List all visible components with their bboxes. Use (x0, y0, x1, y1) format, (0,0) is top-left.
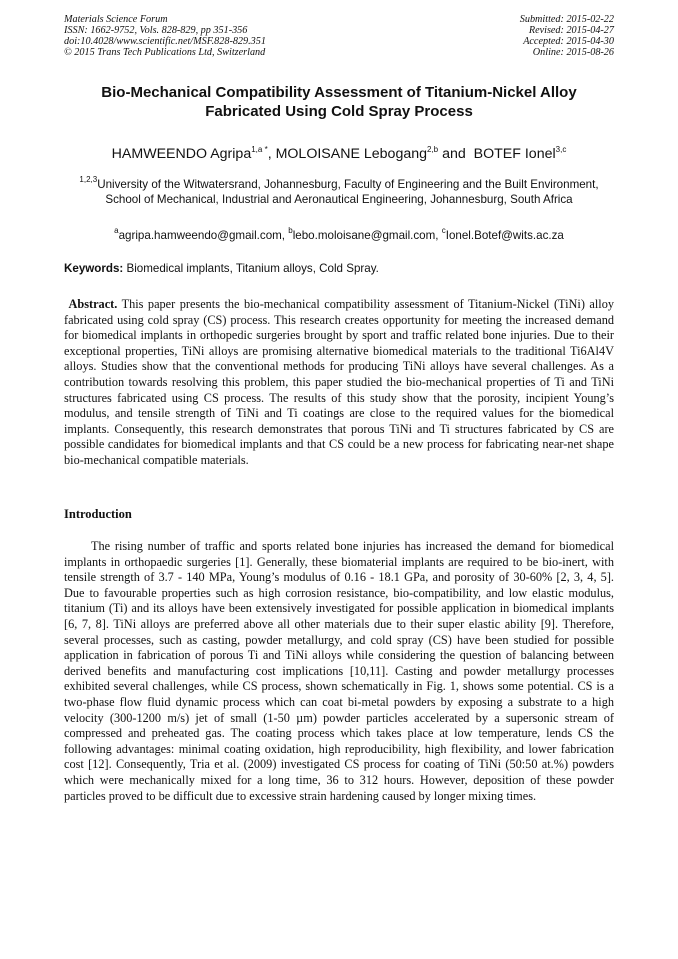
email-link[interactable]: Ionel.Botef@wits.ac.za (445, 229, 564, 242)
affiliation-text: University of the Witwatersrand, Johannesburg, Faculty of Engineering and the Built Environment, School of Mechanical, Industrial and Aeronautical Engineering, Johannesburg, South Africa (97, 178, 599, 206)
online-date: Online: 2015-08-26 (532, 47, 614, 58)
keywords-text: Biomedical implants, Titanium alloys, Cold Spray. (123, 262, 379, 275)
journal-issn: ISSN: 1662-9752, Vols. 828-829, pp 351-356 (64, 25, 248, 36)
revised-date: Revised: 2015-04-27 (528, 25, 614, 36)
affiliation (70, 177, 608, 207)
author-list (40, 145, 638, 163)
email-link[interactable]: agripa.hamweendo@gmail.com, (118, 229, 289, 242)
email-mark: c (441, 226, 446, 235)
email-link[interactable]: lebo.moloisane@gmail.com, (292, 229, 442, 242)
accepted-date: Accepted: 2015-04-30 (523, 36, 614, 47)
title-line-1: Bio-Mechanical Compatibility Assessment of Titanium-Nickel Alloy (101, 84, 577, 101)
submitted-date: Submitted: 2015-02-22 (519, 14, 614, 25)
author-separator: , (267, 146, 276, 162)
keywords (64, 262, 379, 276)
author-name: BOTEF Ionel (473, 146, 556, 162)
section-heading-introduction: Introduction (64, 507, 132, 521)
abstract-label: Abstract. (68, 297, 118, 311)
affiliation-mark: 1,2,3 (79, 175, 98, 184)
journal-header-left (64, 14, 266, 58)
journal-name: Materials Science Forum (64, 14, 168, 25)
journal-header-right (520, 14, 614, 58)
author-name: MOLOISANE Lebogang (275, 146, 427, 162)
author-emails (40, 226, 638, 243)
author-affiliation-mark: 2,b (427, 145, 439, 154)
journal-doi: doi:10.4028/www.scientific.net/MSF.828-829.351 (64, 36, 266, 47)
title-line-2: Fabricated Using Cold Spray Process (205, 103, 473, 120)
keywords-label: Keywords: (64, 262, 124, 275)
email-mark: a (114, 226, 119, 235)
author-affiliation-mark: 1,a * (251, 145, 268, 154)
email-mark: b (288, 226, 293, 235)
introduction-paragraph: The rising number of traffic and sports related bone injuries has increased the demand for biomedical implants in orthopaedic surgeries [1]. Generally, these biomaterial implants are required to be bio-inert, with tensile strength of 3.7 - 140 MPa, Young’s modulus of 0.16 - 18.1 GPa, and porosity of 30-60% [2, 3, 4, 5]. Due to favourable properties such as high corrosion resistance, bio-compatibility, and low elastic modulus, titanium (Ti) and its alloys have been extensively investigated for possible application in biomedical implants [6, 7, 8]. TiNi alloys are preferred above all other materials due to their super elastic ability [9]. Therefore, several processes, such as casting, powder metallurgy, and cold spray (CS) have been studied for possible application in fabrication of porous Ti and TiNi alloys while considering the question of balancing between derived benefits and manufacturing cost implications [10,11]. Casting and powder metallurgy processes exhibited several challenges, while CS process, shown schematically in Fig. 1, shows some potential. CS is a two-phase flow fluid dynamic process which can coat bi-metal powders by exposing a substrate to a high velocity (300-1200 m/s) jet of small (1-50 µm) powder particles accelerated by a supersonic stream of compressed and preheated gas. The coating process which takes place at low temperature, lends CS the following advantages: minimal coating oxidation, high reproducibility, high flexibility, and lower fabrication cost [12]. Consequently, Tria et al. (2009) investigated CS process for coating of TiNi (50:50 at.%) powders which were mechanically mixed for a long time, 36 to 312 hours. However, deposition of these powder particles proved to be difficult due to excessive strain hardening caused by longer mixing times. (64, 539, 614, 803)
author-name: HAMWEENDO Agripa (111, 146, 252, 162)
paper-title (60, 83, 618, 121)
abstract (64, 297, 614, 469)
journal-copyright: © 2015 Trans Tech Publications Ltd, Switzerland (64, 47, 266, 58)
author-affiliation-mark: 3,c (555, 145, 567, 154)
author-separator: and (438, 146, 474, 162)
abstract-text: This paper presents the bio-mechanical compatibility assessment of Titanium-Nickel (TiNi) alloy fabricated using cold spray (CS) process. This research creates opportunity for meeting the increased demand for biomedical implants in orthopedic surgeries brought by sport and traffic related bone injuries. Due to their exceptional properties, TiNi alloys are promising alternative biomedical materials to the traditional Ti6Al4V alloys. Studies show that the conventional methods for producing TiNi alloys have several challenges. As a contribution towards resolving this problem, this paper studied the bio-mechanical properties of Ti and TiNi structures fabricated using CS process. The results of this study show that the porosity, incipient Young’s modulus, and tensile strength of TiNi and Ti coatings are close to the required values for the biomedical implants. Consequently, this research demonstrates that porous TiNi and Ti structures fabricated by CS are possible candidates for biomedical implants and that CS could be a new process for fabricating near-net shape bio-mechanical compatible materials. (64, 297, 614, 467)
